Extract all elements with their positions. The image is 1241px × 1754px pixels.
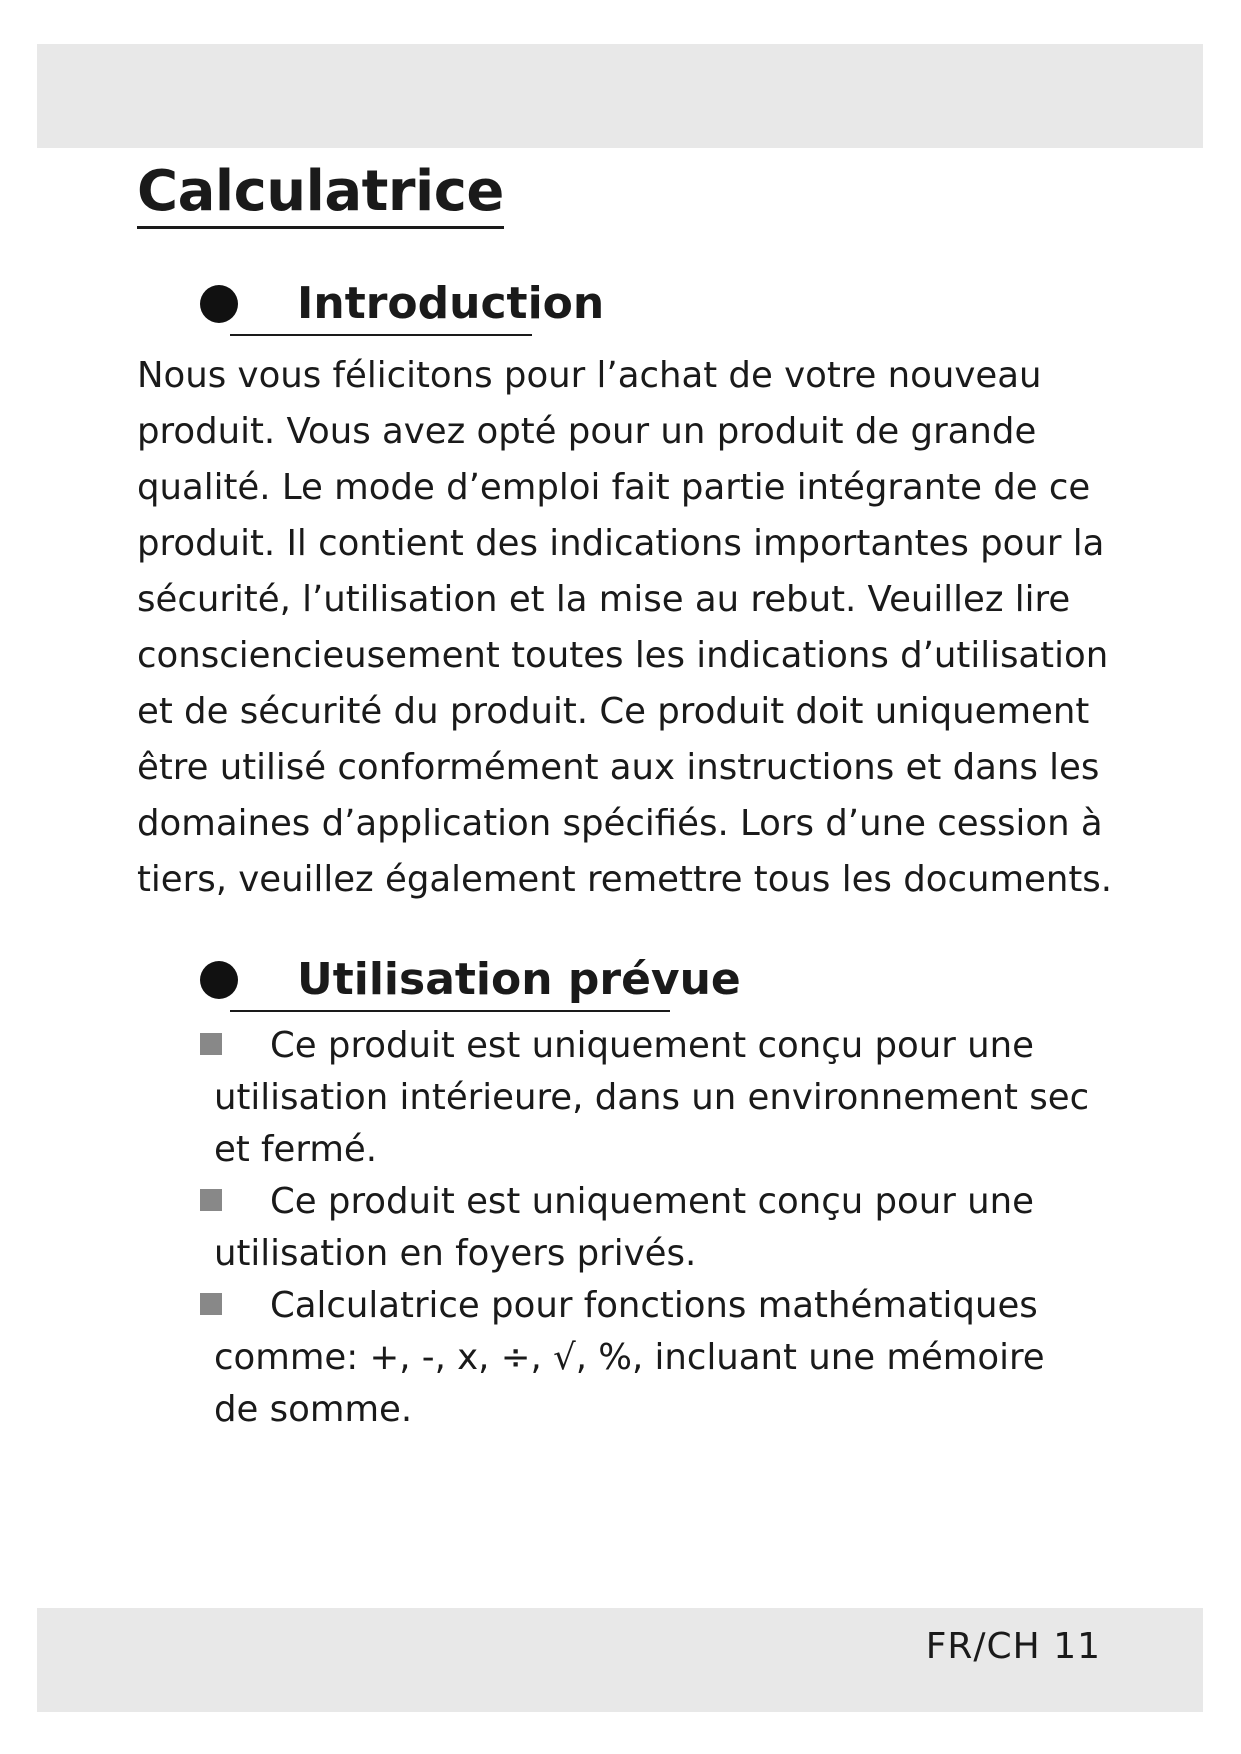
round-bullet-icon (200, 961, 238, 999)
section-heading-intended-use (200, 954, 741, 1005)
list-item-text: Ce produit est uniquement conçu pour une utilisation intérieure, dans un environnement sec et fermé. (214, 1025, 1090, 1170)
section-underline (230, 334, 532, 336)
section-heading-introduction (200, 278, 605, 329)
list-item-text: Calculatrice pour fonctions mathématiques comme: +, -, x, ÷, √, %, incluant une mémoire de somme. (214, 1285, 1045, 1430)
introduction-paragraph: Nous vous félicitons pour l’achat de votre nouveau produit. Vous avez opté pour un produit de grande qualité. Le mode d’emploi fait partie intégrante de ce produit. Il contient des indications importantes pour la sécurité, l’utilisation et la mise au rebut. Veuillez lire consciencieusement toutes les indications d’utilisation et de sécurité du produit. Ce produit doit uniquement être utilisé conformément aux instructions et dans les domaines d’application spécifiés. Lors d’une cession à tiers, veuillez également remettre tous les documents. (137, 355, 1113, 900)
section-heading-label: Utilisation prévue (297, 954, 741, 1005)
page-number: FR/CH 11 (925, 1626, 1101, 1667)
square-bullet-icon (200, 1293, 222, 1315)
square-bullet-icon (200, 1033, 222, 1055)
list-item-text: Ce produit est uniquement conçu pour une utilisation en foyers privés. (214, 1181, 1034, 1274)
section-underline (230, 1010, 670, 1012)
header-band (37, 44, 1203, 148)
list-item (200, 1020, 1100, 1176)
section-heading-label: Introduction (297, 278, 605, 329)
intended-use-list (200, 1020, 1100, 1436)
list-item (200, 1280, 1100, 1436)
round-bullet-icon (200, 285, 238, 323)
list-item (200, 1176, 1100, 1280)
square-bullet-icon (200, 1189, 222, 1211)
page-title: Calculatrice (137, 164, 504, 229)
